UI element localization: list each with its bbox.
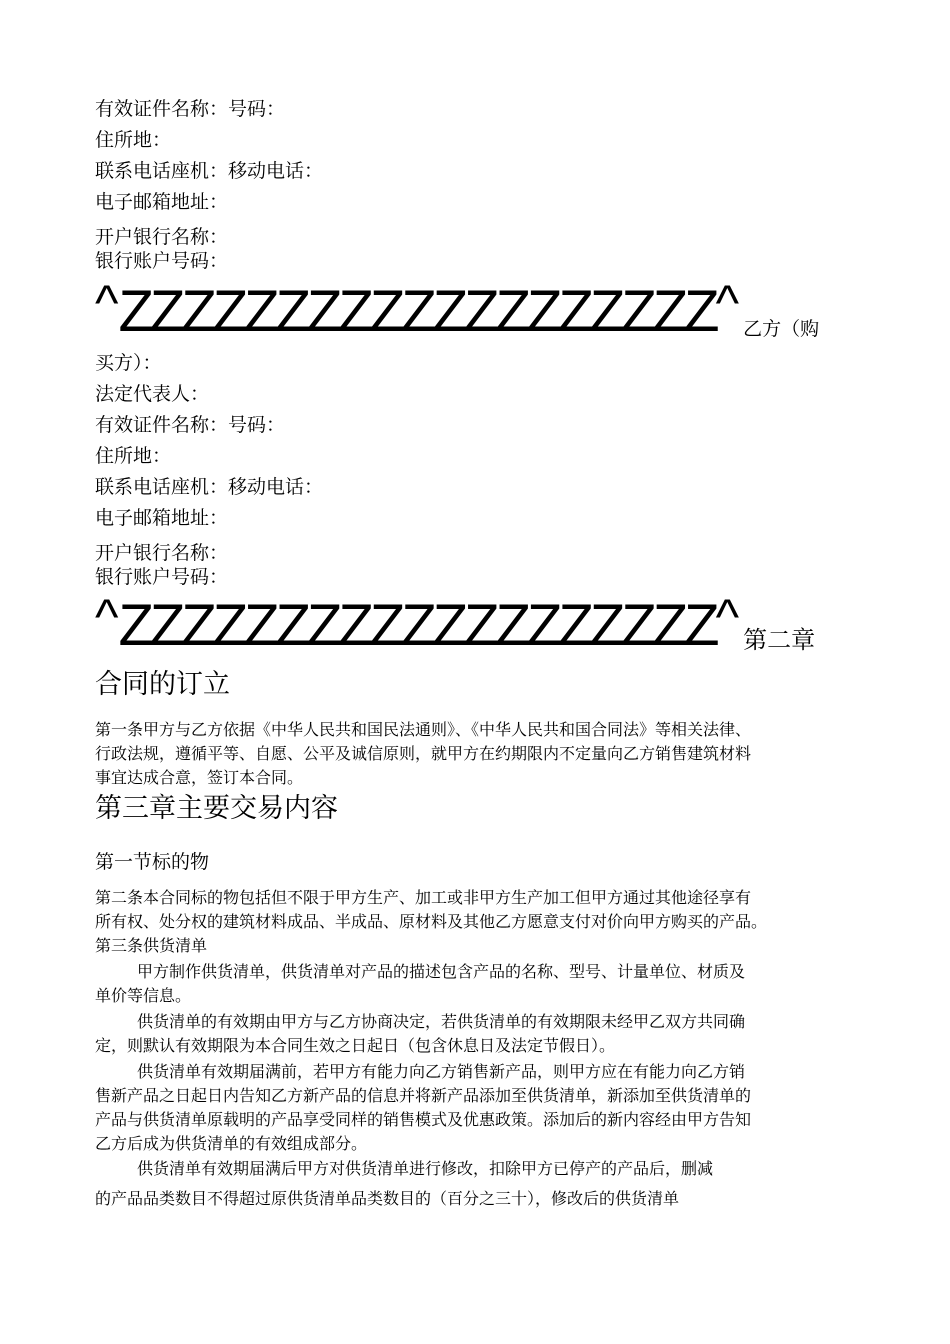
paragraph-line: 乙方后成为供货清单的有效组成部分。	[95, 1134, 368, 1153]
caret-right: ^	[715, 589, 740, 645]
article3-title: 第三条供货清单	[95, 936, 208, 955]
caret-left: ^	[95, 275, 119, 331]
article1-line: 事宜达成合意，签订本合同。	[95, 768, 304, 787]
paragraph-line: 供货清单的有效期由甲方与乙方协商决定，若供货清单的有效期限未经甲乙双方共同确	[137, 1012, 746, 1031]
field-id-doc: 有效证件名称：号码：	[95, 414, 286, 436]
field-id-doc: 有效证件名称：号码：	[95, 98, 286, 120]
field-phone: 联系电话座机：移动电话：	[95, 160, 324, 182]
article2-line: 第二条本合同标的物包括但不限于甲方生产、加工或非甲方生产加工但甲方通过其他途径享有	[95, 888, 752, 907]
chapter2-label: 第二章	[743, 626, 816, 654]
chapter3-title: 第三章主要交易内容	[95, 793, 338, 824]
paragraph-line: 定，则默认有效期限为本合同生效之日起日（包含休息日及法定节假日）。	[95, 1036, 616, 1055]
article1-line: 行政法规，遵循平等、自愿、公平及诚信原则，就甲方在约期限内不定量向乙方销售建筑材料	[95, 744, 752, 763]
paragraph-line: 单价等信息。	[95, 986, 192, 1005]
article1-line: 第一条甲方与乙方依据《中华人民共和国民法通则》、《中华人民共和国合同法》等相关法律、	[95, 720, 752, 739]
party-b-cont: 买方）：	[95, 352, 162, 374]
field-bank-account: 银行账户号码：	[95, 566, 229, 588]
field-phone: 联系电话座机：移动电话：	[95, 476, 324, 498]
field-bank-name: 开户银行名称：	[95, 226, 229, 248]
paragraph-line: 售新产品之日起日内告知乙方新产品的信息并将新产品添加至供货清单，新添加至供货清单的	[95, 1086, 752, 1105]
field-bank-account: 银行账户号码：	[95, 250, 229, 272]
paragraph-line: 供货清单有效期届满后甲方对供货清单进行修改，扣除甲方已停产的产品后，删减	[137, 1159, 714, 1178]
chapter2-title: 合同的订立	[95, 669, 230, 700]
separator-line-2	[95, 589, 816, 658]
article2-line: 所有权、处分权的建筑材料成品、半成品、原材料及其他乙方愿意支付对价向甲方购买的产品。	[95, 912, 768, 931]
separator-line-1	[95, 275, 820, 344]
paragraph-line: 产品与供货清单原载明的产品享受同样的销售模式及优惠政策。添加后的新内容经由甲方告知	[95, 1110, 752, 1129]
party-b-label: 乙方（购	[743, 318, 820, 340]
z-sequence: ZZZZZZZZZZZZZZZZZZZ	[118, 279, 716, 344]
paragraph-line: 供货清单有效期届满前，若甲方有能力向乙方销售新产品，则甲方应在有能力向乙方销	[137, 1062, 746, 1081]
field-address: 住所地：	[95, 129, 172, 151]
paragraph-line: 甲方制作供货清单，供货清单对产品的描述包含产品的名称、型号、计量单位、材质及	[137, 962, 746, 981]
field-email: 电子邮箱地址：	[95, 191, 229, 213]
field-bank-name: 开户银行名称：	[95, 542, 229, 564]
z-sequence: ZZZZZZZZZZZZZZZZZZZ	[118, 593, 716, 658]
field-email: 电子邮箱地址：	[95, 507, 229, 529]
field-legal-rep: 法定代表人：	[95, 383, 210, 405]
field-address: 住所地：	[95, 445, 172, 467]
paragraph-line: 的产品品类数目不得超过原供货清单品类数目的（百分之三十），修改后的供货清单	[95, 1189, 680, 1208]
caret-right: ^	[715, 275, 740, 331]
caret-left: ^	[95, 589, 119, 645]
section1-title: 第一节标的物	[95, 851, 210, 873]
